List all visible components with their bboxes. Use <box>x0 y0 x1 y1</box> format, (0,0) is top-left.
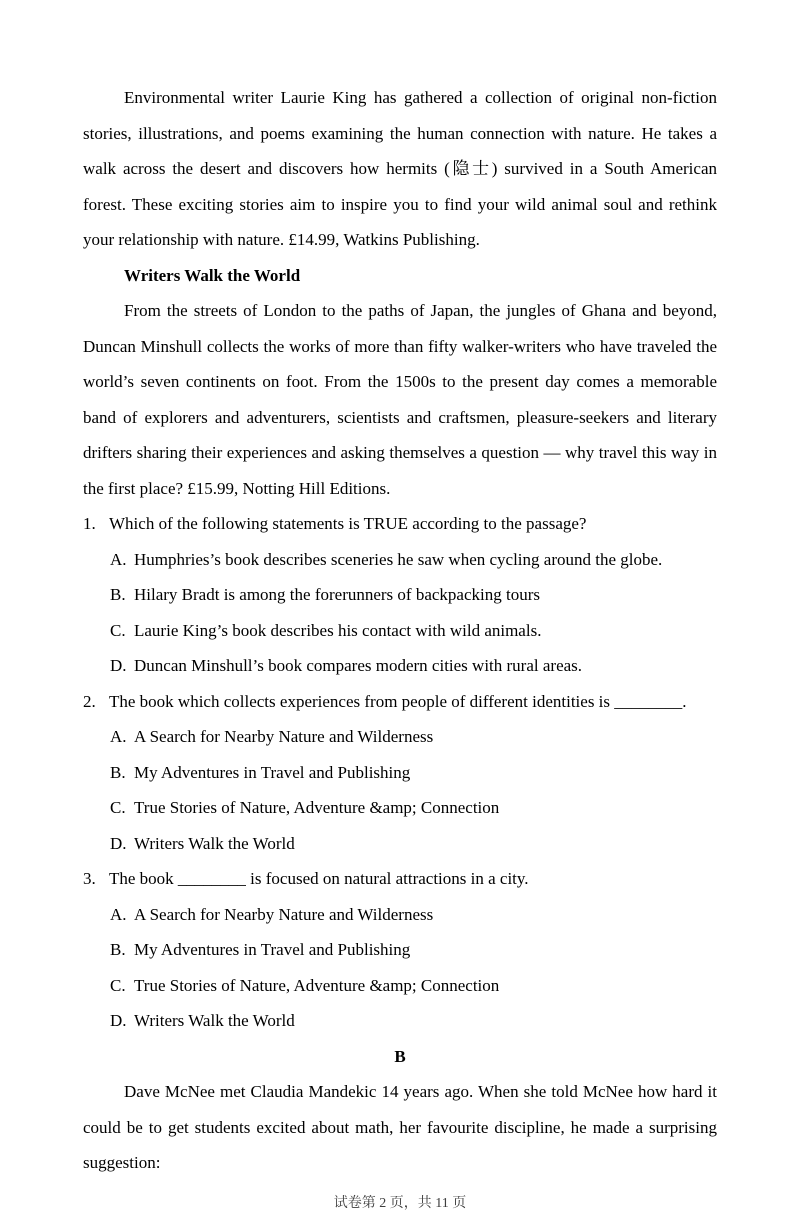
option-1c-text: Laurie King’s book describes his contact with wild animals. <box>134 620 542 640</box>
option-3a-text: A Search for Nearby Nature and Wilderness <box>134 904 434 924</box>
option-2c-label: C. <box>110 798 126 817</box>
option-3a <box>110 897 717 933</box>
option-1b-text: Hilary Bradt is among the forerunners of backpacking tours <box>134 585 540 604</box>
option-2b <box>110 755 717 791</box>
option-2a-label: A. <box>110 727 127 746</box>
option-3c-text: True Stories of Nature, Adventure &amp; Connection <box>134 975 500 995</box>
question-1-stem <box>83 506 717 542</box>
option-1d-text: Duncan Minshull’s book compares modern cities with rural areas. <box>134 656 583 675</box>
option-2c <box>110 790 717 826</box>
option-3c <box>110 968 717 1004</box>
option-2d-text: Writers Walk the World <box>134 833 295 853</box>
option-3b-text: My Adventures in Travel and Publishing <box>134 940 411 959</box>
option-2b-label: B. <box>110 762 126 782</box>
book-title-writers-walk-the-world: Writers Walk the World <box>124 265 301 285</box>
option-3a-label: A. <box>110 904 127 924</box>
option-1c-label: C. <box>110 620 126 640</box>
section-b-heading: B <box>394 1046 406 1066</box>
question-2-options <box>83 719 717 861</box>
option-3b-label: B. <box>110 940 126 959</box>
question-2-text: The book which collects experiences from people of different identities is ________. <box>109 691 687 711</box>
question-1-options <box>83 542 717 684</box>
option-2b-text: My Adventures in Travel and Publishing <box>134 762 411 782</box>
option-3b <box>110 932 717 968</box>
option-1b-label: B. <box>110 585 126 604</box>
question-1-text: Which of the following statements is TRUE according to the passage? <box>109 514 587 533</box>
option-2d-label: D. <box>110 833 127 853</box>
option-3c-label: C. <box>110 975 126 995</box>
question-3 <box>83 861 717 1039</box>
option-3d-text: Writers Walk the World <box>134 1011 295 1030</box>
question-2 <box>83 684 717 862</box>
option-2c-text: True Stories of Nature, Adventure &amp; Connection <box>134 798 500 817</box>
option-3d <box>110 1003 717 1039</box>
option-2a <box>110 719 717 755</box>
question-3-stem <box>83 861 717 897</box>
option-1a <box>110 542 717 578</box>
question-3-text: The book ________ is focused on natural attractions in a city. <box>109 869 529 888</box>
question-3-options <box>83 897 717 1039</box>
passage-paragraph-laurie-king: Environmental writer Laurie King has gathered a collection of original non-fiction stories, illustrations, and poems examining the human connection with nature. He takes a walk across the desert and discovers how hermits (隐士) survived in a South American forest. These exciting stories aim to inspire you to find your wild animal soul and rethink your relationship with nature. £14.99, Watkins Publishing. <box>83 88 717 249</box>
question-1-number: 1. <box>83 514 96 533</box>
option-1c <box>110 613 717 649</box>
option-3d-label: D. <box>110 1011 127 1030</box>
passage-paragraph-dave-mcnee: Dave McNee met Claudia Mandekic 14 years ago. When she told McNee how hard it could be to get students excited about math, her favourite discipline, he made a surprising suggestion: <box>83 1082 717 1172</box>
option-1a-label: A. <box>110 549 127 569</box>
option-2d <box>110 826 717 862</box>
option-1a-text: Humphries’s book describes sceneries he saw when cycling around the globe. <box>134 549 663 569</box>
page-footer: 试卷第 2 页，共 11 页 <box>333 1196 467 1211</box>
option-1d <box>110 648 717 684</box>
question-2-number: 2. <box>83 691 96 711</box>
question-1 <box>83 506 717 684</box>
option-1d-label: D. <box>110 656 127 675</box>
passage-paragraph-duncan-minshull: From the streets of London to the paths of Japan, the jungles of Ghana and beyond, Duncan Minshull collects the works of more than fifty walker-writers who have traveled the world’s seven continents on foot. From the 1500s to the present day comes a memorable band of explorers and adventurers, scientists and craftsmen, pleasure-seekers and literary drifters sharing their experiences and asking themselves a question — why travel this way in the first place? £15.99, Notting Hill Editions. <box>83 301 717 498</box>
question-2-stem <box>83 684 717 720</box>
option-2a-text: A Search for Nearby Nature and Wilderness <box>134 727 434 746</box>
option-1b <box>110 577 717 613</box>
question-3-number: 3. <box>83 869 96 888</box>
